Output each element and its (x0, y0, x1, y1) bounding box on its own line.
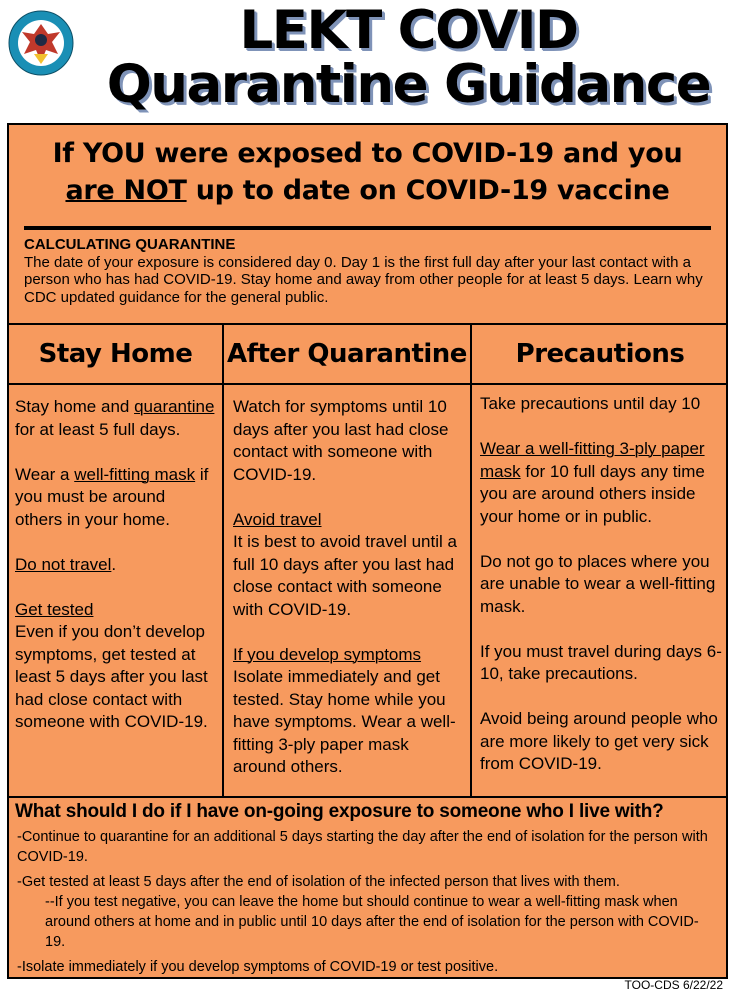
after-quarantine-p1: Watch for symptoms until 10 days after you last had close contact with someone with COVID-19. (233, 397, 449, 484)
ongoing-item: -Get tested at least 5 days after the end of isolation of the infected person that lives with them. (17, 874, 620, 890)
guidance-panel (7, 123, 728, 979)
column-heading-stay-home: Stay Home (38, 339, 193, 369)
get-tested-link[interactable]: Get tested (15, 599, 94, 619)
do-not-travel-link[interactable]: Do not travel (15, 554, 112, 574)
column-divider-2 (470, 323, 472, 798)
headline: If YOU were exposed to COVID-19 and you are NOT up to date on COVID-19 vaccine (52, 138, 683, 206)
grid-line-mid (9, 383, 726, 385)
headline-you: YOU (82, 138, 146, 169)
ongoing-exposure-list (17, 827, 712, 982)
column-after-quarantine (233, 396, 465, 801)
stay-home-p2: Wear a well-fitting mask if you must be around others in your home. (15, 464, 209, 529)
column-heading-precautions: Precautions (515, 339, 685, 369)
column-divider-1 (222, 323, 224, 798)
column-precautions (480, 393, 724, 798)
precautions-p3: Do not go to places where you are unable to wear a well-fitting mask. (480, 551, 716, 616)
ongoing-item: -Continue to quarantine for an additional 5 days starting the day after the end of isolation for the person with COVID-19. (17, 829, 708, 865)
headline-are-not: are NOT (65, 175, 187, 206)
after-quarantine-p3: If you develop symptoms Isolate immediately and get tested. Stay home while you have symptoms. Wear a well-fitting 3-ply paper mask around others. (233, 644, 456, 776)
calculating-quarantine (24, 236, 714, 306)
well-fitting-mask-link[interactable]: well-fitting mask (74, 464, 196, 484)
column-heading-after-quarantine: After Quarantine (227, 339, 467, 369)
three-ply-mask-link[interactable]: Wear a well-fitting 3-ply paper mask (480, 439, 705, 481)
column-stay-home (15, 396, 217, 756)
ongoing-item: -Isolate immediately if you develop symptoms of COVID-19 or test positive. (17, 959, 499, 975)
precautions-p2: Wear a well-fitting 3-ply paper mask for 10 full days any time you are around others inside your home or in public. (480, 439, 705, 526)
calculating-heading: CALCULATING QUARANTINE (24, 236, 236, 253)
stay-home-p4: Get tested Even if you don’t develop symptoms, get tested at least 5 days after you last had close contact with someone with COVID-19. (15, 599, 208, 731)
quarantine-link[interactable]: quarantine (134, 397, 215, 416)
if-you-develop-symptoms-link[interactable]: If you develop symptoms (233, 644, 422, 664)
precautions-p4: If you must travel during days 6-10, take precautions. (480, 641, 722, 683)
ongoing-subitem: --If you test negative, you can leave the home but should continue to wear a well-fitting mask when around others at home and in public until 10 days after the end of isolation for the person with COVID-19. (45, 894, 699, 950)
title-line-2: Quarantine Guidance (106, 54, 711, 115)
page-title (80, 0, 737, 115)
tribe-seal-logo (8, 10, 74, 76)
ongoing-exposure-heading: What should I do if I have on-going exposure to someone who I live with? (15, 801, 664, 822)
precautions-p1: Take precautions until day 10 (480, 394, 701, 413)
calculating-body: The date of your exposure is considered day 0. Day 1 is the first full day after your last contact with a person who has had COVID-19. Stay home and away from other people for at least 5 days. Learn why CDC updated guidance for the general public. (24, 253, 703, 306)
after-quarantine-p2: Avoid travel It is best to avoid travel until a full 10 days after you last had close contact with someone with COVID-19. (233, 509, 457, 619)
title-line-1: LEKT COVID (239, 0, 578, 61)
document-code: TOO-CDS 6/22/22 (624, 978, 723, 992)
stay-home-p3: Do not travel. (15, 554, 117, 574)
precautions-p5: Avoid being around people who are more likely to get very sick from COVID-19. (480, 709, 718, 773)
divider-rule (24, 226, 711, 230)
avoid-travel-link[interactable]: Avoid travel (233, 509, 322, 529)
stay-home-p1: Stay home and quarantine for at least 5 full days. (15, 397, 215, 439)
